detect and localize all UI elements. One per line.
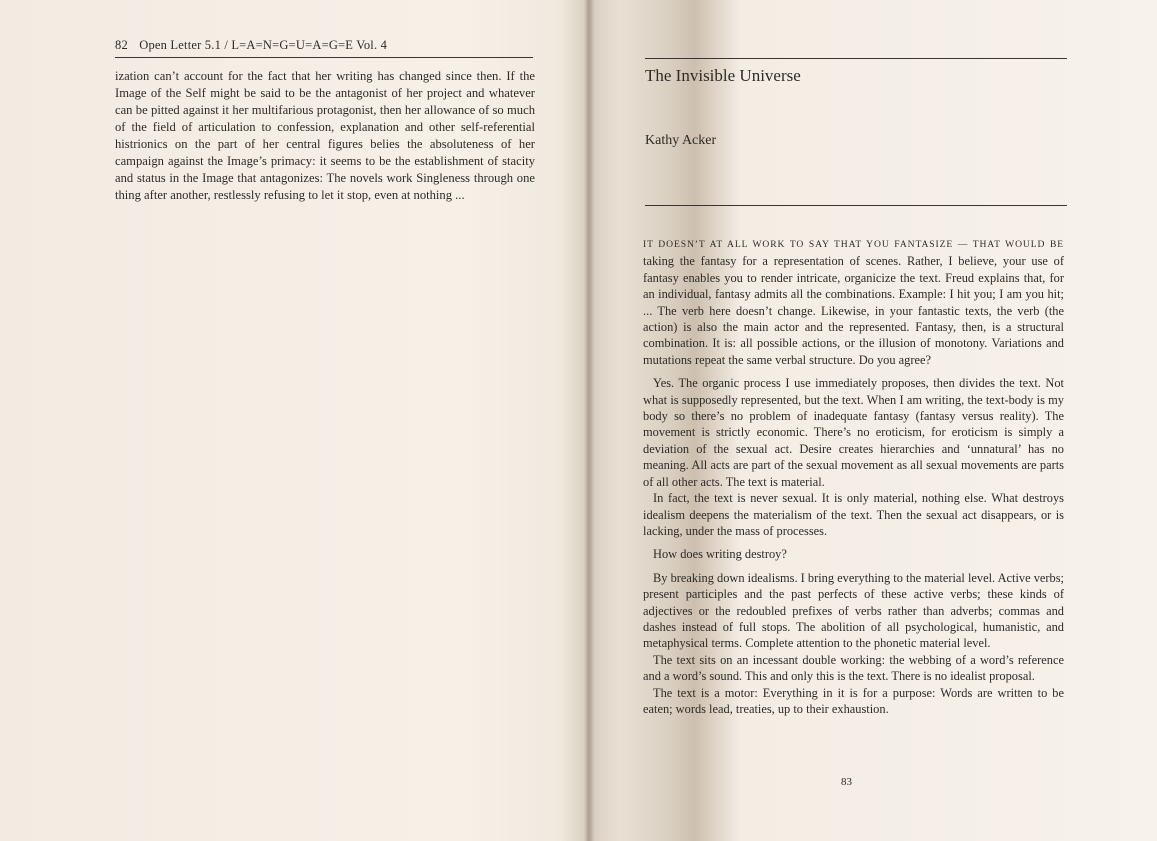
article-author: Kathy Acker <box>645 133 717 148</box>
answer-paragraph: The text sits on an incessant double working: the webbing of a word’s reference and a word’s sound. This and only this is the text. There is no idealist proposal. <box>643 652 1064 684</box>
left-page-body: ization can’t account for the fact that her writing has changed since then. If the Image of the Self might be said to be the antagonist of her project and whatever can be pitted against it her multifarious protagonist, then her allowance of so much of the field of articulation to confession, explanation and other self-referential histrionics on the part of her central figures belies the absoluteness of her campaign against the Image’s primacy: it seems to be the establishment of stacity and status in the Image that antagonizes: The novels work Singleness through one thing after another, restlessly refusing to let it stop, even at nothing ... <box>115 69 535 202</box>
question-lead-in: IT DOESN’T AT ALL WORK TO SAY THAT YOU FANTASIZE — THAT WOULD BE <box>643 239 1064 250</box>
article-title: The Invisible Universe <box>645 66 801 85</box>
top-rule <box>645 58 1067 59</box>
left-page-number: 82 <box>115 38 128 52</box>
answer-paragraph: Yes. The organic process I use immediately proposes, then divides the text. Not what is supposedly represented, but the text. When I am writing, the text-body is my body so there’s no problem of inadequate fantasy (fantasy versus reality). The movement is strictly economic. There’s no eroticism, for eroticism is simply a deviation of the sexual act. Desire creates hierarchies and ‘unnatural’ has no meaning. All acts are part of the sexual movement as all sexual movements are parts of all other acts. The text is material. <box>643 376 1064 489</box>
question-text: taking the fantasy for a representation of scenes. Rather, I believe, your use of fantasy enables you to render intricate, organicize the text. Freud explains that, for an individual, fantasy admits all the combinations. Example: I hit you; I am you hit; ... The verb here doesn’t change. Likewise, in your fantastic texts, the verb (the action) is also the main actor and the represented. Fantasy, then, is a structural combination. It is: all possible actions, or the illusion of monotony. Variations and mutations repeat the same verbal structure. Do you agree? <box>643 254 1064 367</box>
question-paragraph <box>643 235 1064 368</box>
running-head-text: Open Letter 5.1 / L=A=N=G=U=A=G=E Vol. 4 <box>139 38 388 52</box>
right-page-number: 83 <box>841 776 852 788</box>
running-head <box>115 38 533 58</box>
right-page <box>590 0 1157 841</box>
answer-paragraph: In fact, the text is never sexual. It is only material, nothing else. What destroys idealism deepens the materialism of the text. Then the sexual act disappears, or is lacking, under the mass of processes. <box>643 491 1064 538</box>
question-paragraph: How does writing destroy? <box>653 547 787 562</box>
section-rule <box>645 205 1067 206</box>
answer-paragraph: The text is a motor: Everything in it is for a purpose: Words are written to be eaten; words lead, treaties, up to their exhaustion. <box>643 685 1064 716</box>
answer-paragraph: By breaking down idealisms. I bring everything to the material level. Active verbs; present participles and the past perfects of these active verbs; these kinds of adjectives or the redoubled prefixes of verbs rather than adverbs; commas and dashes instead of full stops. The abolition of all psychological, humanistic, and metaphysical terms. Complete attention to the phonetic material level. <box>643 570 1064 651</box>
article-body <box>643 235 1064 717</box>
